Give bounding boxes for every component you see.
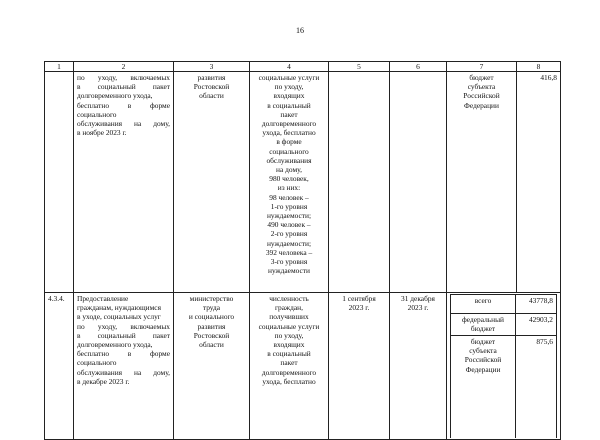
funding-subtable (450, 294, 557, 438)
col-header-1: 1 (45, 62, 74, 72)
funding-amount: 43778,8 (516, 295, 557, 314)
page-number: 16 (296, 26, 304, 35)
funding-source: федеральный бюджет (451, 314, 516, 336)
executor: министерство труда и социального развития Ростовской области (174, 293, 250, 440)
end-date (390, 72, 447, 293)
col-header-5: 5 (329, 62, 390, 72)
column-number-row (45, 62, 561, 72)
executor: развития Ростовской области (174, 72, 250, 293)
funding-amount: 42903,2 (516, 314, 557, 336)
funding-amount: 416,8 (517, 72, 561, 293)
funding-table (44, 61, 561, 440)
col-header-3: 3 (174, 62, 250, 72)
indicator: численность граждан, получивших социальные услуги по уходу, входящих в социальный пакет долговременного ухода, бесплатно (250, 293, 329, 440)
col-header-2: 2 (74, 62, 174, 72)
funding-row-total (451, 295, 557, 314)
activity-description: Предоставление гражданам, нуждающимся в уходе, социальных услуг по уходу, включаемых в социальный пакет долговременного ухода, бесплатно в форме социального обслуживания на дому, в декабре 2023 г. (74, 293, 174, 440)
start-date (329, 72, 390, 293)
col-header-4: 4 (250, 62, 329, 72)
col-header-7: 7 (447, 62, 517, 72)
row-number: 4.3.4. (45, 293, 74, 440)
table-row (45, 72, 561, 293)
row-number (45, 72, 74, 293)
funding-row-federal (451, 314, 557, 336)
start-date: 1 сентября 2023 г. (329, 293, 390, 440)
col-header-6: 6 (390, 62, 447, 72)
funding-row-regional (451, 336, 557, 439)
end-date: 31 декабря 2023 г. (390, 293, 447, 440)
funding-source: всего (451, 295, 516, 314)
activity-description: по уходу, включаемых в социальный пакет долговременного ухода, бесплатно в форме социального обслуживания на дому, в ноябре 2023 г. (74, 72, 174, 293)
funding-amount: 875,6 (516, 336, 557, 439)
funding-source: бюджет субъекта Российской Федерации (451, 336, 516, 439)
table-row (45, 293, 561, 440)
funding-breakdown (447, 293, 561, 440)
funding-source: бюджет субъекта Российской Федерации (447, 72, 517, 293)
indicator: социальные услуги по уходу, входящих в социальный пакет долговременного ухода, бесплатно в форме социального обслуживания на дому, 980 человек, из них: 98 человек – 1-го уровня нуждаемости; 490 человек – 2-го уровня нуждаемости; 392 человека – 3-го уровня нуждаемости (250, 72, 329, 293)
col-header-8: 8 (517, 62, 561, 72)
